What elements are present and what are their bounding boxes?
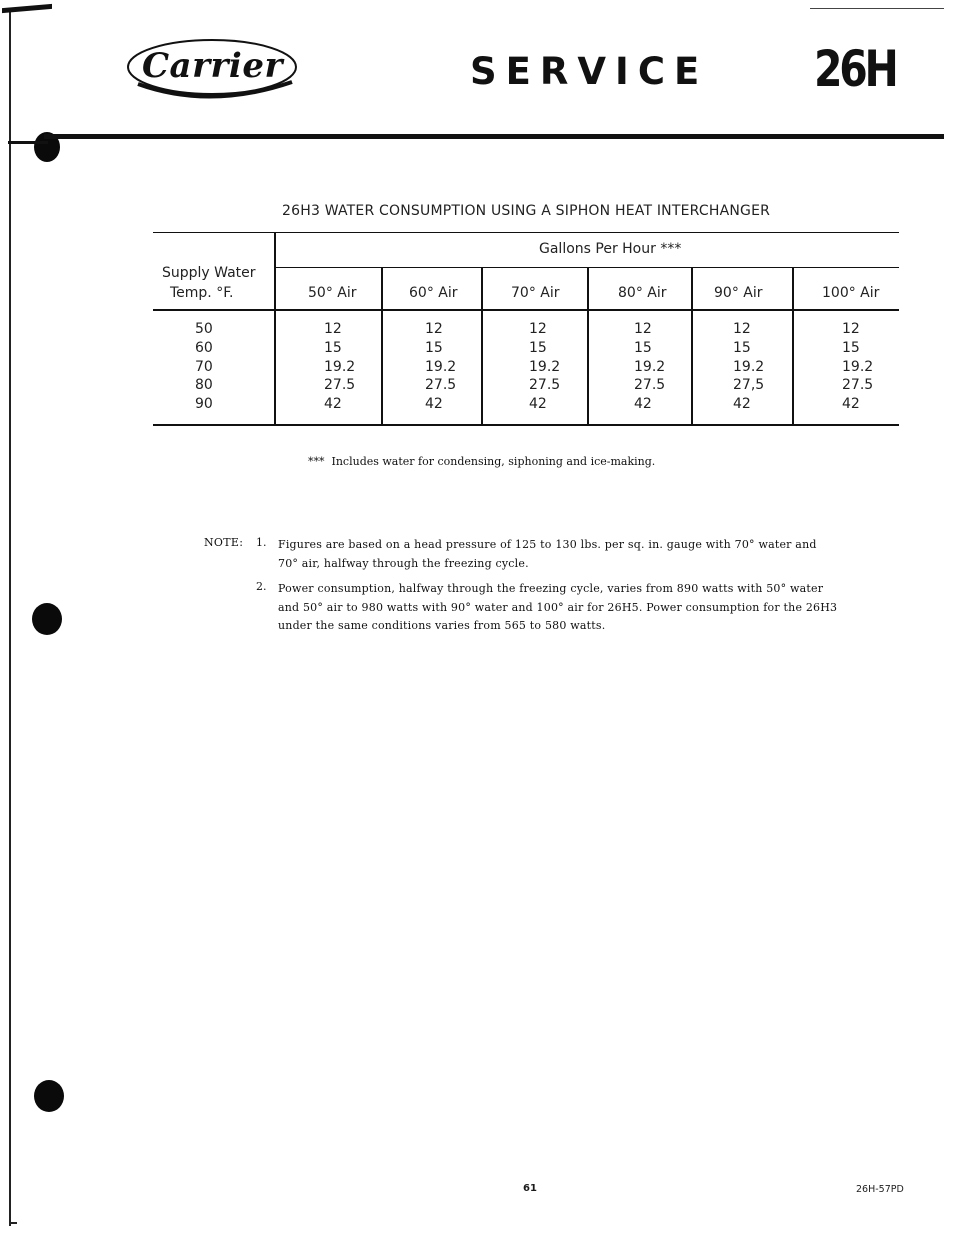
header-divider xyxy=(44,134,944,139)
table-cell: 42 xyxy=(529,396,547,413)
values-column-70 xyxy=(529,320,560,414)
column-rule xyxy=(481,267,483,426)
model-number: 26H xyxy=(814,40,896,98)
table-cell: 19.2 xyxy=(733,358,765,375)
table-cell: 12 xyxy=(733,321,751,337)
table-cell: 12 xyxy=(529,321,547,337)
column-header: 50° Air xyxy=(308,285,357,301)
table-cell: 12 xyxy=(634,321,652,337)
column-header: 100° Air xyxy=(822,285,880,301)
note-number: 2. xyxy=(256,580,267,593)
note-line: 70° air, halfway through the freezing cycle. xyxy=(278,556,529,570)
table-cell: 15 xyxy=(842,339,860,356)
note-1 xyxy=(278,536,878,573)
table-cell: 12 xyxy=(425,321,443,337)
table-cell: 27.5 xyxy=(529,377,561,394)
binder-hole-bottom xyxy=(34,1080,64,1112)
column-header: 90° Air xyxy=(714,285,763,301)
note-line: Power consumption, halfway through the freezing cycle, varies from 890 watts with 50° water xyxy=(278,582,824,595)
brand-name: Carrier xyxy=(142,46,283,86)
table-cell: 50 xyxy=(195,321,213,337)
table-cell: 15 xyxy=(733,339,751,356)
note-line: under the same conditions varies from 565 to 580 watts. xyxy=(278,619,606,632)
table-cell: 12 xyxy=(324,321,342,337)
table-cell: 15 xyxy=(425,339,443,356)
brand-logo xyxy=(120,32,310,104)
column-rule xyxy=(691,267,693,426)
page-edge-line xyxy=(9,8,11,1226)
table-cell: 12 xyxy=(842,321,860,337)
top-right-rule xyxy=(810,8,944,9)
table-cell: 42 xyxy=(733,396,751,413)
column-rule xyxy=(587,267,589,426)
page-corner-mark xyxy=(2,4,52,13)
column-rule xyxy=(274,232,276,426)
table-cell: 90 xyxy=(195,396,213,413)
values-column-60 xyxy=(425,320,456,414)
column-header: 60° Air xyxy=(409,285,458,301)
table-cell: 60 xyxy=(195,339,213,356)
table-cell: 19.2 xyxy=(529,358,561,375)
table-cell: 27.5 xyxy=(842,377,874,394)
table-cell: 15 xyxy=(529,339,547,356)
table-cell: 27.5 xyxy=(634,377,666,394)
group-header: Gallons Per Hour *** xyxy=(539,241,682,257)
temp-column xyxy=(195,320,213,414)
values-column-80 xyxy=(634,320,665,414)
header-divider-left xyxy=(8,141,48,144)
row-header-line-1: Supply Water xyxy=(162,265,256,281)
table-cell: 19.2 xyxy=(842,358,874,375)
table-bottom-rule xyxy=(153,424,899,426)
row-header-line-2: Temp. °F. xyxy=(170,285,234,301)
footnote-marker: *** xyxy=(308,455,325,468)
binder-hole-middle xyxy=(32,603,62,635)
table-cell: 27.5 xyxy=(425,377,457,394)
table-cell: 15 xyxy=(324,339,342,356)
water-consumption-table xyxy=(153,232,899,428)
column-header: 70° Air xyxy=(511,285,560,301)
table-cell: 15 xyxy=(634,339,652,356)
values-column-90 xyxy=(733,320,764,414)
note-line: Figures are based on a head pressure of 125 to 130 lbs. per sq. in. gauge with 70° water and xyxy=(278,538,817,551)
page-number: 61 xyxy=(523,1183,537,1194)
note-number: 1. xyxy=(256,536,267,549)
column-rule xyxy=(381,267,383,426)
table-cell: 42 xyxy=(842,396,860,413)
table-title: 26H3 WATER CONSUMPTION USING A SIPHON HEAT INTERCHANGER xyxy=(282,203,771,219)
header-bottom-rule xyxy=(153,309,899,311)
table-cell: 19.2 xyxy=(634,358,666,375)
column-rule xyxy=(792,267,794,426)
table-cell: 19.2 xyxy=(425,358,457,375)
values-column-50 xyxy=(324,320,355,414)
table-cell: 42 xyxy=(324,396,342,413)
table-cell: 19.2 xyxy=(324,358,356,375)
table-cell: 80 xyxy=(195,377,213,394)
note-2 xyxy=(278,580,878,636)
note-line: and 50° air to 980 watts with 90° water and 100° air for 26H5. Power consumption for the 26H3 xyxy=(278,600,838,614)
values-column-100 xyxy=(842,320,873,414)
table-cell: 70 xyxy=(195,358,213,375)
footnote-text: Includes water for condensing, siphoning and ice-making. xyxy=(331,455,656,468)
page-corner-mark-bottom xyxy=(9,1222,17,1224)
table-cell: 27.5 xyxy=(324,377,356,394)
section-title: SERVICE xyxy=(470,50,709,93)
notes-label: NOTE: xyxy=(204,536,244,549)
table-cell: 42 xyxy=(425,396,443,413)
table-cell: 27,5 xyxy=(733,377,765,394)
column-header: 80° Air xyxy=(618,285,667,301)
table-top-rule xyxy=(153,232,899,233)
table-cell: 42 xyxy=(634,396,652,413)
document-code: 26H-57PD xyxy=(856,1184,904,1195)
table-footnote xyxy=(308,455,655,468)
